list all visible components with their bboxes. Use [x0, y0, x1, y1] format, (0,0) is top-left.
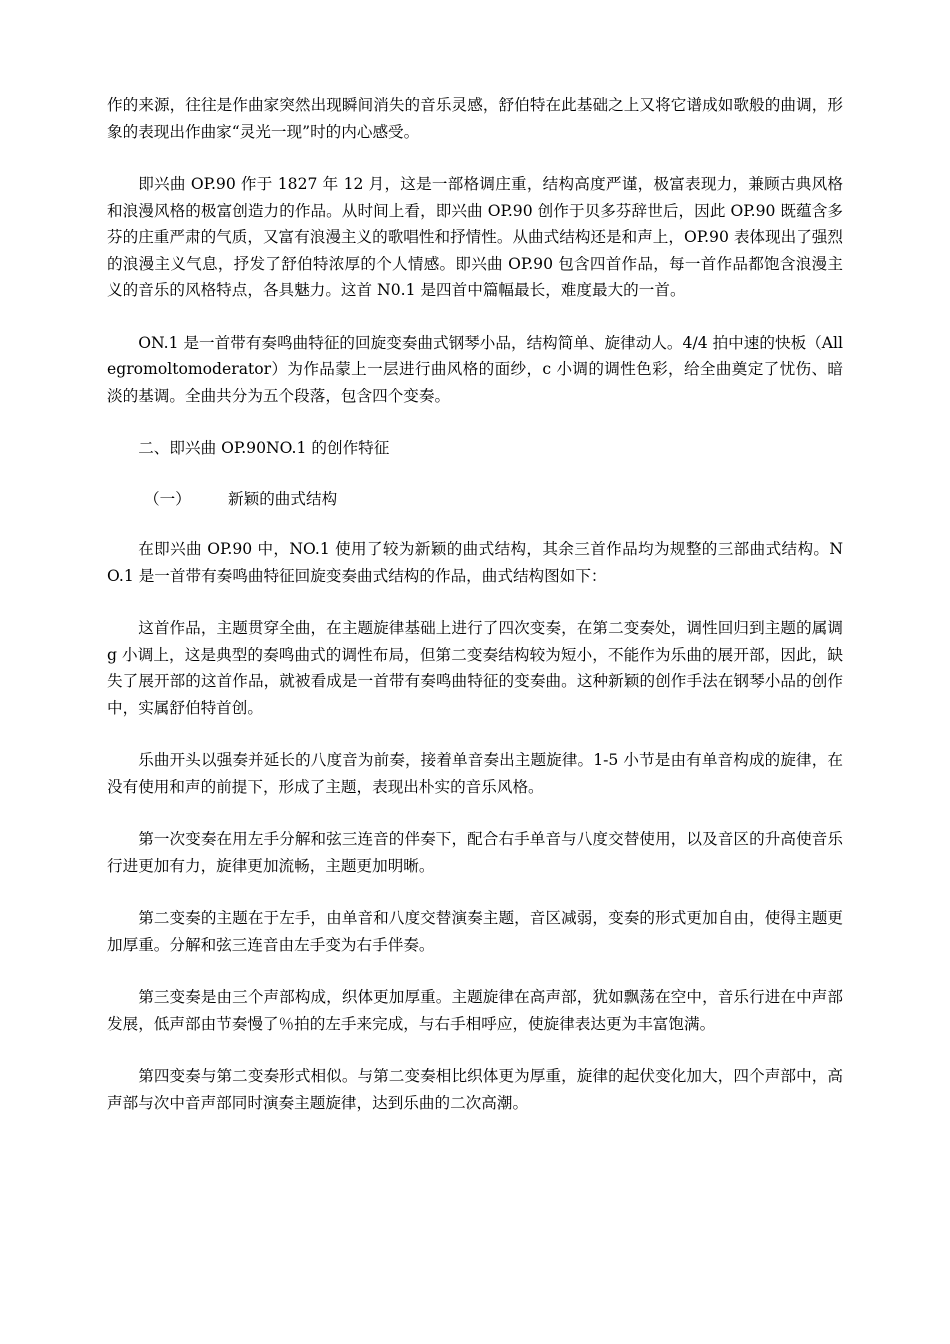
subsection-title: 新颖的曲式结构 [228, 489, 338, 508]
subsection-heading [107, 486, 843, 513]
subsection-number: （一） [144, 489, 191, 508]
paragraph-continuation: 作的来源，往往是作曲家突然出现瞬间消失的音乐灵感，舒伯特在此基础之上又将它谱成如歌般的曲调，形象的表现出作曲家“灵光一现”时的内心感受。 [107, 96, 843, 141]
paragraph-opening: 乐曲开头以强奏并延长的八度音为前奏，接着单音奏出主题旋律。1-5 小节是由有单音构成的旋律，在没有使用和声的前提下，形成了主题，表现出朴实的音乐风格。 [107, 751, 843, 796]
paragraph-form-structure: 在即兴曲 OP.90 中，NO.1 使用了较为新颖的曲式结构，其余三首作品均为规整的三部曲式结构。NO.1 是一首带有奏鸣曲特征回旋变奏曲式结构的作品，曲式结构图如下： [107, 540, 843, 585]
paragraph-no1-intro: ON.1 是一首带有奏鸣曲特征的回旋变奏曲式钢琴小品，结构简单、旋律动人。4/4 拍中速的快板（Allegromoltomoderator）为作品蒙上一层进行曲风格的面纱，c 小调的调性色彩，给全曲奠定了忧伤、暗淡的基调。全曲共分为五个段落，包含四个变奏。 [107, 333, 843, 405]
paragraph-theme-variations: 这首作品，主题贯穿全曲，在主题旋律基础上进行了四次变奏，在第二变奏处，调性回归到主题的属调 g 小调上，这是典型的奏鸣曲式的调性布局，但第二变奏结构较为短小，不能作为乐曲的展开部，因此，缺失了展开部的这首作品，就被看成是一首带有奏鸣曲特征的变奏曲。这种新颖的创作手法在钢琴小品的创作中，实属舒伯特首创。 [107, 619, 843, 717]
paragraph-variation-2: 第二变奏的主题在于左手，由单音和八度交替演奏主题，音区减弱，变奏的形式更加自由，使得主题更加厚重。分解和弦三连音由左手变为右手伴奏。 [107, 909, 843, 954]
section-heading: 二、即兴曲 OP.90NO.1 的创作特征 [138, 439, 390, 457]
document-page [107, 92, 843, 1142]
paragraph-variation-4: 第四变奏与第二变奏形式相似。与第二变奏相比织体更为厚重，旋律的起伏变化加大，四个声部中，高声部与次中音声部同时演奏主题旋律，达到乐曲的二次高潮。 [107, 1067, 843, 1112]
paragraph-variation-1: 第一次变奏在用左手分解和弦三连音的伴奏下，配合右手单音与八度交替使用，以及音区的升高使音乐行进更加有力，旋律更加流畅，主题更加明晰。 [107, 830, 843, 875]
paragraph-op90-overview: 即兴曲 OP.90 作于 1827 年 12 月，这是一部格调庄重，结构高度严谨，极富表现力，兼顾古典风格和浪漫风格的极富创造力的作品。从时间上看，即兴曲 OP.90 创作于贝多芬辞世后，因此 OP.90 既蕴含多芬的庄重严肃的气质，又富有浪漫主义的歌唱性和抒情性。从曲式结构还是和声上，OP.90 表体现出了强烈的浪漫主义气息，抒发了舒伯特浓厚的个人情感。即兴曲 OP.90 包含四首作品，每一首作品都饱含浪漫主义的音乐的风格特点，各具魅力。这首 N0.1 是四首中篇幅最长，难度最大的一首。 [107, 175, 843, 299]
paragraph-variation-3: 第三变奏是由三个声部构成，织体更加厚重。主题旋律在高声部，犹如飘荡在空中，音乐行进在中声部发展，低声部由节奏慢了％拍的左手来完成，与右手相呼应，使旋律表达更为丰富饱满。 [107, 988, 843, 1033]
